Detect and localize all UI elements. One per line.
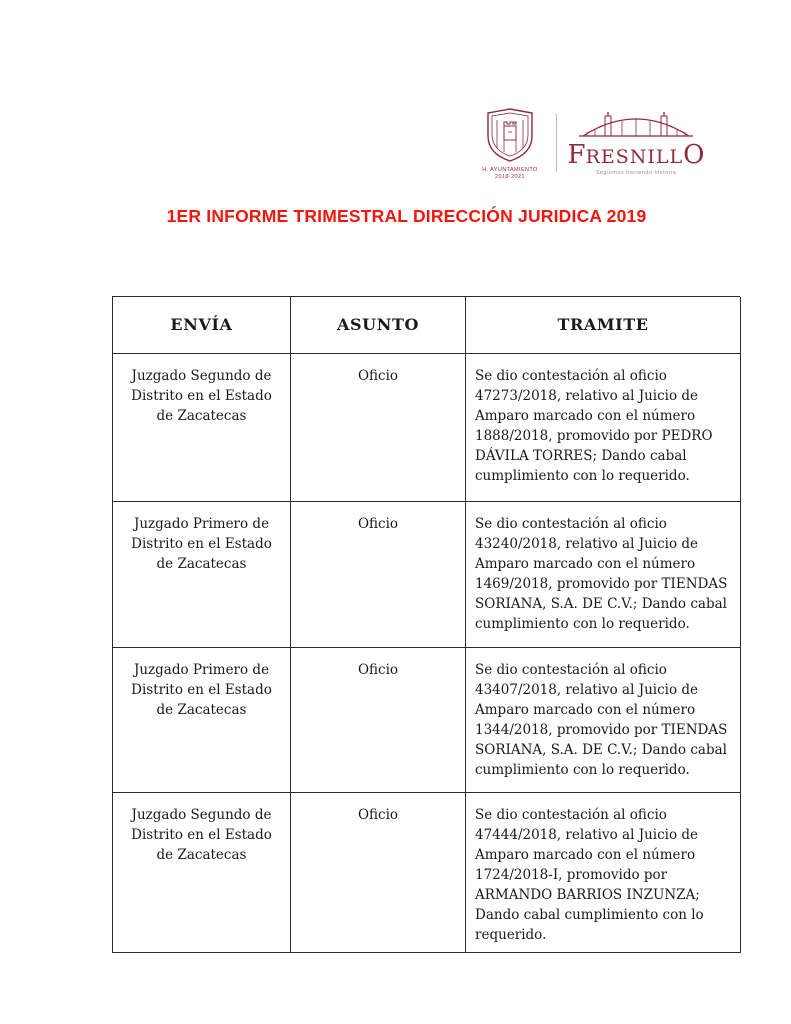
wordmark-middle: RESNILL — [585, 146, 684, 169]
bridge-icon — [577, 110, 695, 140]
asunto-cell: Oficio — [291, 793, 466, 953]
asunto-cell: Oficio — [291, 648, 466, 793]
asunto-cell: Oficio — [291, 502, 466, 648]
envia-cell: Juzgado Segundo de Distrito en el Estado de Zacatecas — [113, 793, 291, 953]
logo-divider — [556, 114, 557, 172]
tramite-cell: Se dio contestación al oficio 47444/2018, relativo al Juicio de Amparo marcado con el número 1724/2018-I, promovido por ARMANDO BARRIOS INZUNZA; Dando cabal cumplimiento con lo requerido. — [466, 793, 741, 953]
coat-of-arms-icon — [484, 106, 536, 164]
fresnillo-wordmark — [567, 140, 705, 171]
envia-cell: Juzgado Primero de Distrito en el Estado de Zacatecas — [113, 502, 291, 648]
wordmark-last-letter: O — [683, 140, 705, 171]
column-header-asunto: ASUNTO — [291, 297, 466, 354]
table-row — [113, 648, 740, 793]
table-row — [113, 354, 740, 502]
table-row — [113, 793, 740, 953]
tramite-cell: Se dio contestación al oficio 43240/2018, relativo al Juicio de Amparo marcado con el número 1469/2018, promovido por TIENDAS SORIANA, S.A. DE C.V.; Dando cabal cumplimiento con lo requerido. — [466, 502, 741, 648]
envia-cell: Juzgado Segundo de Distrito en el Estado de Zacatecas — [113, 354, 291, 502]
tramite-cell: Se dio contestación al oficio 47273/2018, relativo al Juicio de Amparo marcado con el número 1888/2018, promovido por PEDRO DÁVILA TORRES; Dando cabal cumplimiento con lo requerido. — [466, 354, 741, 502]
fresnillo-tagline: Seguimos haciendo historia — [595, 170, 677, 177]
envia-cell: Juzgado Primero de Distrito en el Estado de Zacatecas — [113, 648, 291, 793]
table-header-row — [113, 297, 740, 354]
asunto-cell: Oficio — [291, 354, 466, 502]
header-logos — [478, 106, 705, 181]
column-header-tramite: TRAMITE — [466, 297, 741, 354]
column-header-envia: ENVÍA — [113, 297, 291, 354]
wordmark-first-letter: F — [567, 140, 586, 171]
crest-caption-line1: H. AYUNTAMIENTO — [482, 167, 538, 173]
table-row — [113, 502, 740, 648]
tramite-cell: Se dio contestación al oficio 43407/2018, relativo al Juicio de Amparo marcado con el número 1344/2018, promovido por TIENDAS SORIANA, S.A. DE C.V.; Dando cabal cumplimiento con lo requerido. — [466, 648, 741, 793]
report-table — [112, 296, 740, 953]
crest-caption-line2: 2018-2021 — [495, 173, 525, 180]
fresnillo-logo — [567, 110, 705, 177]
municipal-crest — [478, 106, 542, 181]
page-title: 1ER INFORME TRIMESTRAL DIRECCIÓN JURIDICA 2019 — [166, 206, 647, 226]
